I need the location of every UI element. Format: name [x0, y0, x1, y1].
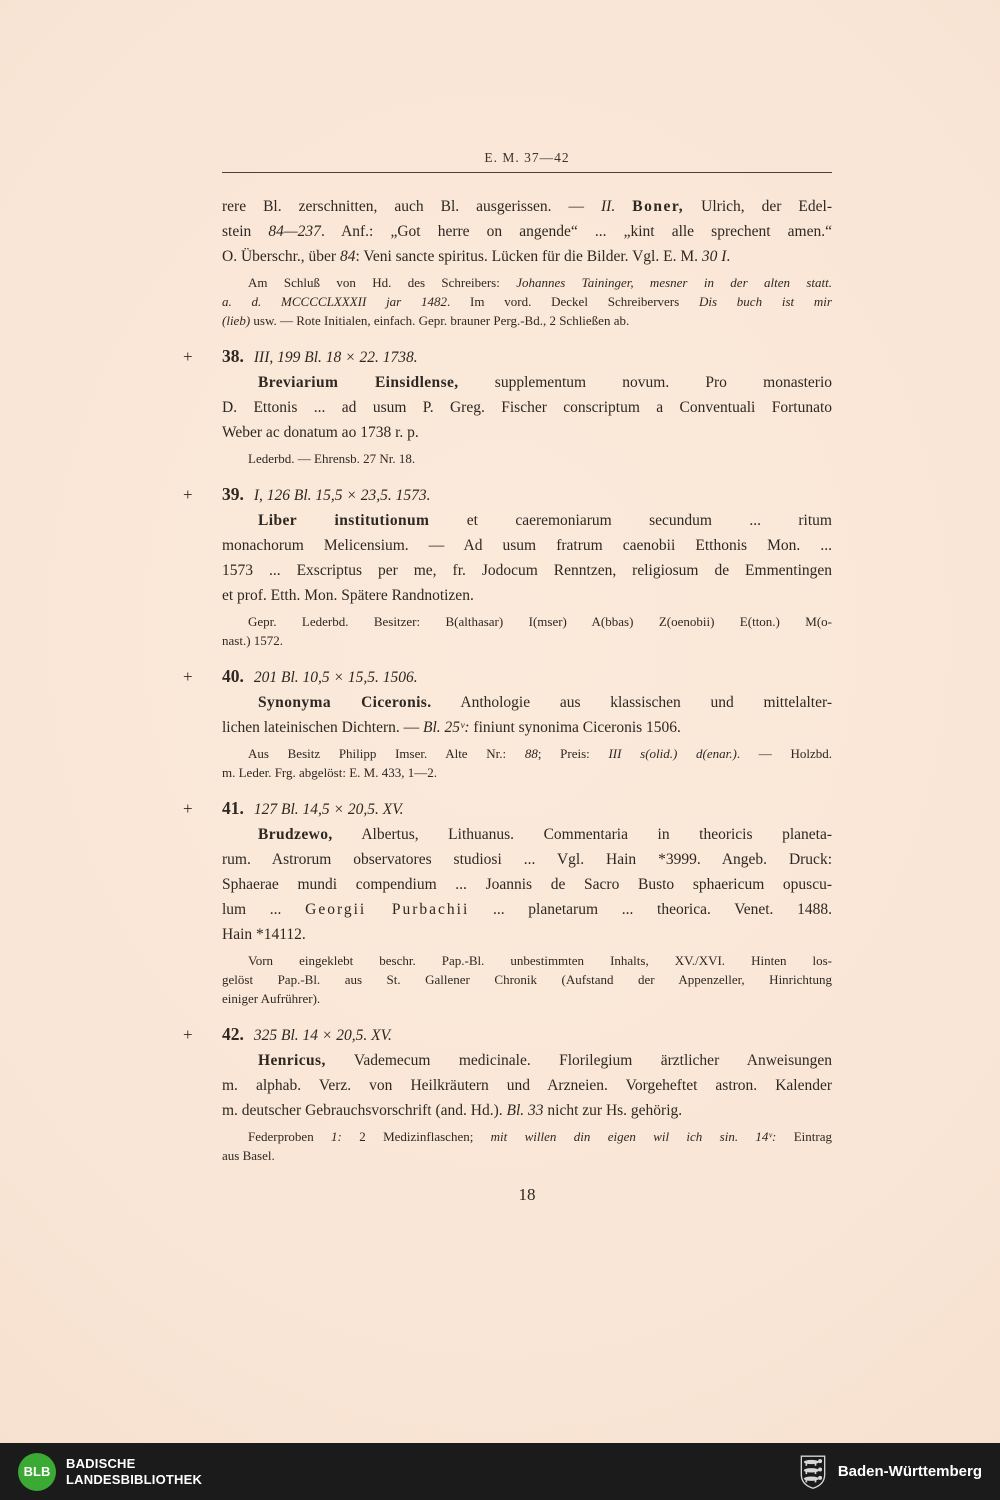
text-segment: Brudzewo, — [258, 826, 333, 843]
text-segment: m. alphab. Verz. von Heilkräutern und Arzneien. Vorgeheftet astron. Kalender — [222, 1077, 832, 1094]
catalog-entry — [183, 1022, 832, 1165]
text-segment: 127 Bl. 14,5 × 20,5. XV. — [253, 801, 404, 818]
entry-number: 38. — [222, 346, 244, 366]
text-segment: nast.) 1572. — [222, 633, 284, 648]
entry-plus-marker: + — [183, 667, 193, 686]
text-line — [222, 970, 832, 989]
text-segment: Hain *14112. — [222, 926, 306, 943]
text-segment: 1: — [331, 1129, 342, 1144]
text-segment: Johannes Taininger, mesner in der alten statt. — [516, 275, 832, 290]
entry-paragraph — [222, 822, 832, 947]
entry-paragraph — [222, 1048, 832, 1123]
catalog-entry — [183, 344, 833, 468]
text-segment: rum. Astrorum observatores studiosi ... Vgl. Hain *3999. Angeb. Druck: — [222, 851, 832, 868]
text-segment: D. Ettonis ... ad usum P. Greg. Fischer conscriptum a Conventuali Fortunato — [222, 399, 832, 416]
text-line — [222, 244, 832, 269]
text-segment: O. Überschr., über — [222, 248, 340, 265]
footer-bar — [0, 1443, 1000, 1500]
entry-note — [222, 951, 832, 1008]
entry-number: 39. — [222, 484, 244, 504]
baden-wuerttemberg-coat-of-arms-icon — [798, 1454, 828, 1490]
catalog-entry — [183, 664, 833, 782]
catalog-entry — [183, 796, 832, 1008]
text-segment: Ulrich, der Edel- — [684, 198, 833, 215]
text-line — [222, 273, 832, 292]
blb-circle-icon: BLB — [18, 1453, 56, 1491]
text-segment: (lieb) — [222, 313, 251, 328]
text-line — [222, 612, 832, 631]
text-line — [222, 1073, 832, 1098]
text-line — [222, 1048, 832, 1073]
catalog-entry — [183, 482, 832, 650]
entry-note — [222, 612, 832, 650]
text-segment: Gepr. Lederbd. Besitzer: B(althasar) I(mser) A(bbas) Z(oenobii) E(tton.) M(o- — [248, 614, 832, 629]
library-name — [66, 1456, 202, 1488]
text-line — [222, 922, 832, 947]
text-segment: Boner, — [632, 198, 685, 215]
page-number: 18 — [518, 1185, 536, 1204]
text-segment: a. d. MCCCCLXXXII jar 1482 — [222, 294, 448, 309]
text-segment: aus Basel. — [222, 1148, 275, 1163]
text-segment: nicht zur Hs. gehörig. — [543, 1102, 683, 1119]
text-segment: 325 Bl. 14 × 20,5. XV. — [253, 1027, 392, 1044]
text-segment: . Anf.: „Got herre on angende“ ... „kint alle sprechent amen.“ — [320, 223, 832, 240]
running-header: E. M. 37—42 — [222, 150, 832, 173]
text-line — [222, 508, 832, 533]
text-segment: mit willen din eigen wil ich sin. 14ᵛ: — [490, 1129, 777, 1144]
text-segment: 2 Medizinflaschen; — [341, 1129, 491, 1144]
text-segment: : Veni sancte spiritus. Lücken für die Bilder. Vgl. E. M. — [355, 248, 702, 265]
text-segment: Sphaerae mundi compendium ... Joannis de Sacro Busto sphaericum opuscu- — [222, 876, 832, 893]
text-line — [222, 631, 832, 650]
text-line — [222, 395, 832, 420]
entry-heading — [183, 1022, 832, 1048]
state-logo[interactable] — [798, 1454, 982, 1490]
text-line — [222, 690, 832, 715]
text-segment: finiunt synonima Ciceronis 1506. — [469, 719, 681, 736]
text-segment: 30 I — [701, 248, 727, 265]
text-segment: III, 199 Bl. 18 × 22. 1738. — [253, 349, 418, 366]
text-segment: Henricus, — [258, 1052, 326, 1069]
text-segment: Am Schluß von Hd. des Schreibers: — [248, 275, 517, 290]
text-segment: I, 126 Bl. 15,5 × 23,5. 1573. — [253, 487, 431, 504]
text-segment: Vademecum medicinale. Florilegium ärztlicher Anweisungen — [325, 1052, 832, 1069]
text-line — [222, 194, 832, 219]
text-segment: Liber institutionum — [258, 512, 430, 529]
entry-note — [222, 744, 832, 782]
text-segment: Aus Besitz Philipp Imser. Alte Nr.: — [248, 746, 525, 761]
entry-number: 42. — [222, 1024, 244, 1044]
text-line — [222, 311, 832, 330]
text-line — [222, 763, 832, 782]
text-segment: Lederbd. — Ehrensb. 27 Nr. 18. — [248, 451, 416, 466]
entry-number: 41. — [222, 798, 244, 818]
text-segment: gelöst Pap.-Bl. aus St. Gallener Chronik (Aufstand der Appenzeller, Hinrichtung — [222, 972, 832, 987]
entry-paragraph — [222, 194, 832, 269]
entry-paragraph — [222, 508, 832, 608]
entry-note — [222, 1127, 832, 1165]
text-segment: Breviarium Einsidlense, — [258, 374, 459, 391]
entry-plus-marker: + — [183, 485, 193, 504]
text-line — [222, 1146, 832, 1165]
text-segment: usw. — Rote Initialen, einfach. Gepr. brauner Perg.-Bd., 2 Schließen ab. — [250, 313, 630, 328]
entries — [183, 194, 833, 1165]
text-line — [222, 1127, 832, 1146]
text-segment: Bl. 33 — [506, 1102, 544, 1119]
text-segment: et prof. Etth. Mon. Spätere Randnotizen. — [222, 587, 474, 604]
text-segment: ; Preis: — [537, 746, 609, 761]
text-segment: stein — [222, 223, 269, 240]
text-segment: Georgii Purbachii — [305, 901, 470, 918]
text-segment: . — Holzbd. — [736, 746, 833, 761]
text-line — [222, 872, 832, 897]
library-name-line2: LANDESBIBLIOTHEK — [66, 1471, 203, 1487]
entry-plus-marker: + — [183, 347, 193, 366]
entry-note — [222, 273, 832, 330]
text-segment: III s(olid.) d(enar.) — [608, 746, 737, 761]
text-line — [222, 420, 832, 445]
text-line — [222, 897, 832, 922]
state-name: Baden-Württemberg — [837, 1463, 982, 1480]
text-line — [222, 822, 832, 847]
text-segment: Vorn eingeklebt beschr. Pap.-Bl. unbestimmten Inhalts, XV./XVI. Hinten los- — [248, 953, 832, 968]
entry-heading — [183, 796, 832, 822]
text-segment: Eintrag — [776, 1129, 832, 1144]
text-segment: Federproben — [248, 1129, 332, 1144]
text-segment: Albertus, Lithuanus. Commentaria in theoricis planeta- — [332, 826, 832, 843]
text-segment: et caeremoniarum secundum ... ritum — [429, 512, 832, 529]
library-name-line1: BADISCHE — [66, 1455, 136, 1471]
text-segment: Anthologie aus klassischen und mittelalter- — [431, 694, 832, 711]
text-segment: Synonyma Ciceronis. — [258, 694, 432, 711]
text-segment: rere Bl. zerschnitten, auch Bl. ausgerissen. — — [222, 198, 602, 215]
scanned-page-text — [183, 150, 833, 1205]
text-segment: Dis buch ist mir — [698, 294, 832, 309]
text-segment: supplementum novum. Pro monasterio — [458, 374, 833, 391]
text-segment: m. Leder. Frg. abgelöst: E. M. 433, 1—2. — [222, 765, 437, 780]
blb-logo[interactable] — [18, 1453, 202, 1491]
text-line — [222, 583, 832, 608]
text-line — [222, 847, 832, 872]
text-segment: lichen lateinischen Dichtern. — — [222, 719, 424, 736]
text-line — [222, 292, 832, 311]
text-line — [222, 370, 832, 395]
text-segment: 84 — [339, 248, 356, 265]
text-segment: 201 Bl. 10,5 × 15,5. 1506. — [253, 669, 418, 686]
text-segment: Weber ac donatum ao 1738 r. p. — [222, 424, 419, 441]
text-line — [222, 744, 832, 763]
text-line — [222, 715, 832, 740]
entry-paragraph — [222, 370, 832, 445]
text-segment: Bl. 25ᵛ: — [423, 719, 470, 736]
text-segment: einiger Aufrührer). — [222, 991, 321, 1006]
entry-note — [222, 449, 832, 468]
text-segment: II. — [601, 198, 633, 215]
text-segment: . — [726, 248, 731, 265]
text-line — [222, 951, 832, 970]
entry-plus-marker: + — [183, 799, 193, 818]
entry-heading — [183, 344, 832, 370]
text-segment: . Im vord. Deckel Schreibervers — [447, 294, 699, 309]
text-line — [222, 533, 832, 558]
entry-number: 40. — [222, 666, 244, 686]
text-line — [222, 449, 832, 468]
entry-heading — [183, 664, 832, 690]
text-segment: 88 — [524, 746, 538, 761]
text-segment: lum ... — [222, 901, 306, 918]
text-line — [222, 558, 832, 583]
text-segment: m. deutscher Gebrauchsvorschrift (and. Hd.). — [222, 1102, 507, 1119]
entry-plus-marker: + — [183, 1025, 193, 1044]
text-line — [222, 219, 832, 244]
text-segment: 84—237 — [268, 223, 321, 240]
text-segment: 1573 ... Exscriptus per me, fr. Jodocum Renntzen, religiosum de Emmentingen — [222, 562, 832, 579]
text-line — [222, 1098, 832, 1123]
entry-paragraph — [222, 690, 832, 740]
text-segment: monachorum Melicensium. — Ad usum fratrum caenobii Etthonis Mon. ... — [222, 537, 832, 554]
catalog-entry — [222, 194, 832, 330]
entry-heading — [183, 482, 832, 508]
text-line — [222, 989, 832, 1008]
text-segment: ... planetarum ... theorica. Venet. 1488. — [469, 901, 832, 918]
